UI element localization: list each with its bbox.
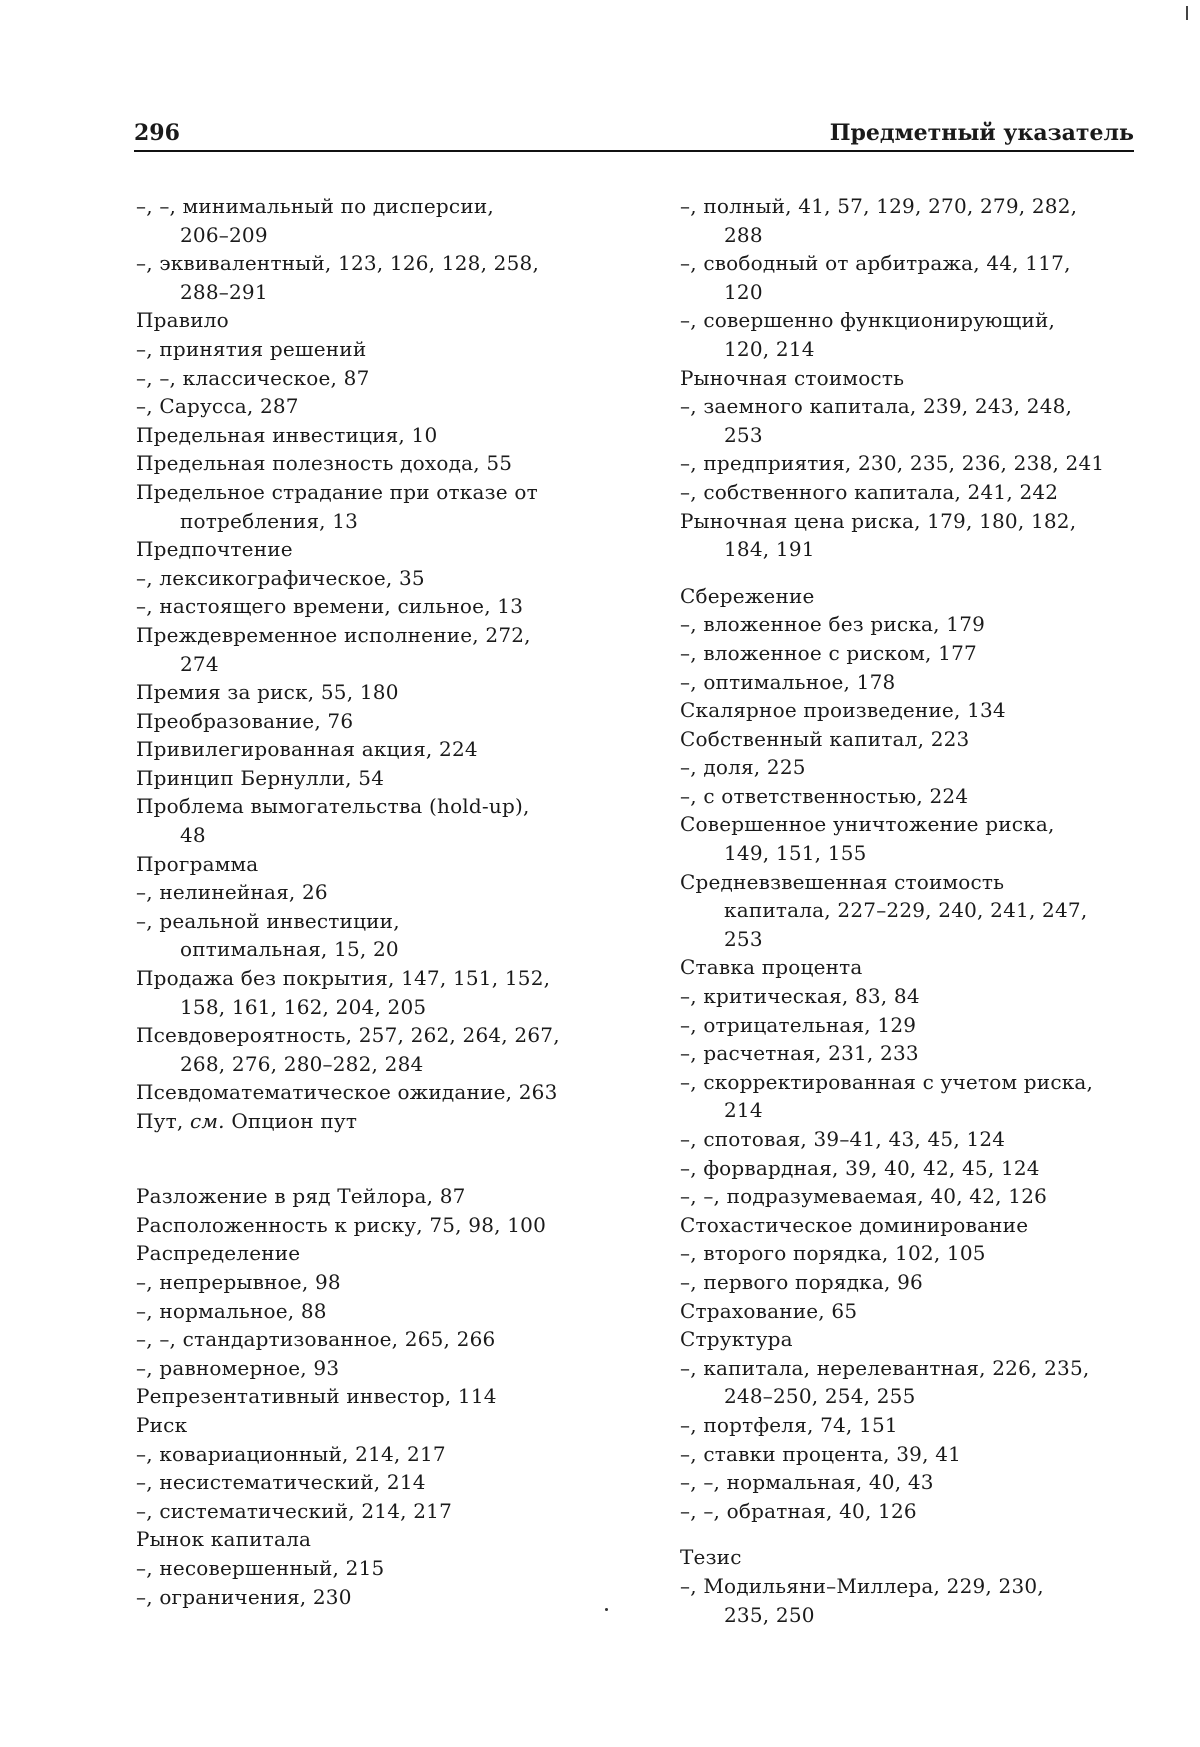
index-heading: Структура xyxy=(680,1327,793,1352)
index-entry: –, форвардная, 39, 40, 42, 45, 124 xyxy=(680,1155,1040,1180)
index-entry: –, несовершенный, 215 xyxy=(136,1555,385,1580)
index-heading: Предельная инвестиция, 10 xyxy=(136,422,438,447)
index-entry-continuation: 235, 250 xyxy=(724,1602,815,1627)
index-entry: –, полный, 41, 57, 129, 270, 279, 282, xyxy=(680,194,1078,218)
index-entry: –, –, нормальная, 40, 43 xyxy=(680,1470,934,1495)
index-heading: Продажа без покрытия, 147, 151, 152, xyxy=(136,966,551,991)
scan-mark xyxy=(1186,6,1188,20)
running-title: Предметный указатель xyxy=(829,120,1134,146)
index-entry: –, вложенное с риском, 177 xyxy=(680,640,977,665)
index-entry: –, спотовая, 39–41, 43, 45, 124 xyxy=(680,1127,1006,1151)
cross-reference: Опцион пут xyxy=(231,1109,358,1133)
index-entry: –, –, обратная, 40, 126 xyxy=(680,1498,917,1523)
index-entry-continuation: капитала, 227–229, 240, 241, 247, xyxy=(724,898,1088,923)
index-entry-continuation: 158, 161, 162, 204, 205 xyxy=(180,994,427,1019)
index-entry-continuation: 120 xyxy=(724,279,763,304)
index-entry: –, ковариационный, 214, 217 xyxy=(136,1441,446,1466)
index-heading: Привилегированная акция, 224 xyxy=(136,737,478,762)
index-entry: –, принятия решений xyxy=(136,336,367,361)
index-entry: –, собственного капитала, 241, 242 xyxy=(680,479,1059,504)
index-heading: Разложение в ряд Тейлора, 87 xyxy=(136,1184,466,1209)
index-heading: Предельная полезность дохода, 55 xyxy=(136,451,513,476)
index-entry: –, систематический, 214, 217 xyxy=(136,1498,453,1523)
index-entry-continuation: оптимальная, 15, 20 xyxy=(180,937,399,962)
index-heading: Страхование, 65 xyxy=(680,1298,858,1323)
index-entry: –, с ответственностью, 224 xyxy=(680,783,969,808)
index-heading: Псевдовероятность, 257, 262, 264, 267, xyxy=(136,1023,560,1048)
index-entry-continuation: 288–291 xyxy=(180,279,268,304)
index-heading xyxy=(136,1107,636,1136)
index-entry: –, настоящего времени, сильное, 13 xyxy=(136,594,524,619)
index-entry-continuation: 184, 191 xyxy=(724,537,815,562)
section-gap xyxy=(680,1525,1150,1543)
index-entry: –, предприятия, 230, 235, 236, 238, 241 xyxy=(680,451,1105,476)
index-entry-continuation: 214 xyxy=(724,1098,763,1123)
scan-dot xyxy=(605,1608,608,1611)
index-entry: –, отрицательная, 129 xyxy=(680,1012,917,1037)
index-heading: Средневзвешенная стоимость xyxy=(680,869,1005,894)
index-heading: Предпочтение xyxy=(136,537,293,562)
index-entry-continuation: 253 xyxy=(724,422,763,447)
index-heading: Распределение xyxy=(136,1241,301,1266)
index-entry-continuation: 48 xyxy=(180,823,206,848)
index-entry-continuation: 268, 276, 280–282, 284 xyxy=(180,1051,424,1076)
index-entry: –, –, минимальный по дисперсии, xyxy=(136,194,494,218)
index-entry: –, критическая, 83, 84 xyxy=(680,984,920,1009)
index-heading: Предельное страдание при отказе от xyxy=(136,479,538,504)
index-entry-continuation: 120, 214 xyxy=(724,336,815,361)
index-entry: –, ограничения, 230 xyxy=(136,1584,352,1609)
index-heading: Преобразование, 76 xyxy=(136,708,354,733)
index-entry: –, лексикографическое, 35 xyxy=(136,565,425,590)
index-entry: –, Сарусса, 287 xyxy=(136,394,299,419)
index-heading: Программа xyxy=(136,851,259,876)
index-entry-continuation: потребления, 13 xyxy=(180,508,359,533)
header-rule xyxy=(134,150,1134,152)
index-entry: –, портфеля, 74, 151 xyxy=(680,1412,898,1437)
section-gap xyxy=(136,1136,636,1165)
index-entry: –, доля, 225 xyxy=(680,755,806,780)
index-term: Пут, xyxy=(136,1109,184,1133)
index-entry: –, непрерывное, 98 xyxy=(136,1269,341,1294)
index-entry: –, равномерное, 93 xyxy=(136,1355,340,1380)
index-heading: Рынок капитала xyxy=(136,1527,312,1552)
index-heading: Риск xyxy=(136,1412,188,1437)
section-gap xyxy=(680,564,1150,582)
index-heading: Проблема вымогательства (hold-up), xyxy=(136,794,530,819)
page-number: 296 xyxy=(134,120,180,146)
index-entry: –, Модильяни–Миллера, 229, 230, xyxy=(680,1573,1044,1598)
index-entry: –, –, стандартизованное, 265, 266 xyxy=(136,1327,496,1352)
index-heading: Рыночная цена риска, 179, 180, 182, xyxy=(680,508,1077,533)
index-entry: –, нелинейная, 26 xyxy=(136,880,328,905)
index-entry: –, заемного капитала, 239, 243, 248, xyxy=(680,394,1073,419)
index-column-left xyxy=(136,192,636,1611)
page-header xyxy=(134,116,1134,152)
index-heading: Сбережение xyxy=(680,583,815,608)
see-reference: см. xyxy=(190,1109,225,1133)
index-heading: Стохастическое доминирование xyxy=(680,1212,1029,1237)
index-entry-continuation: 253 xyxy=(724,926,763,951)
index-entry-continuation: 248–250, 254, 255 xyxy=(724,1384,916,1409)
index-entry: –, второго порядка, 102, 105 xyxy=(680,1241,986,1266)
index-entry: –, несистематический, 214 xyxy=(136,1470,426,1495)
index-entry: –, ставки процента, 39, 41 xyxy=(680,1441,962,1466)
index-entry: –, совершенно функционирующий, xyxy=(680,308,1056,333)
index-entry: –, вложенное без риска, 179 xyxy=(680,612,986,637)
index-heading: Рыночная стоимость xyxy=(680,365,905,390)
index-heading: Премия за риск, 55, 180 xyxy=(136,680,399,705)
index-entry: –, капитала, нерелевантная, 226, 235, xyxy=(680,1355,1090,1380)
index-heading: Правило xyxy=(136,308,229,333)
index-column-right xyxy=(680,192,1150,1629)
index-entry: –, –, подразумеваемая, 40, 42, 126 xyxy=(680,1184,1048,1209)
index-heading: Скалярное произведение, 134 xyxy=(680,698,1006,723)
index-heading: Преждевременное исполнение, 272, xyxy=(136,622,531,647)
section-gap xyxy=(136,1164,636,1182)
index-entry: –, оптимальное, 178 xyxy=(680,669,896,694)
index-heading: Принцип Бернулли, 54 xyxy=(136,765,385,790)
index-entry-continuation: 274 xyxy=(180,651,219,676)
index-entry: –, –, классическое, 87 xyxy=(136,365,370,390)
index-heading: Собственный капитал, 223 xyxy=(680,726,970,751)
index-entry: –, эквивалентный, 123, 126, 128, 258, xyxy=(136,251,540,276)
index-entry-continuation: 288 xyxy=(724,222,763,247)
index-entry: –, нормальное, 88 xyxy=(136,1298,327,1323)
index-entry: –, расчетная, 231, 233 xyxy=(680,1041,919,1066)
index-entry: –, первого порядка, 96 xyxy=(680,1269,923,1294)
index-entry: –, свободный от арбитража, 44, 117, xyxy=(680,251,1071,276)
index-heading: Репрезентативный инвестор, 114 xyxy=(136,1384,497,1409)
index-entry-continuation: 206–209 xyxy=(180,222,268,247)
index-heading: Тезис xyxy=(680,1545,742,1570)
index-entry: –, скорректированная с учетом риска, xyxy=(680,1069,1094,1094)
index-entry: –, реальной инвестиции, xyxy=(136,908,400,933)
index-heading: Ставка процента xyxy=(680,955,863,980)
index-heading: Псевдоматематическое ожидание, 263 xyxy=(136,1080,558,1105)
index-heading: Расположенность к риску, 75, 98, 100 xyxy=(136,1212,547,1237)
index-heading: Совершенное уничтожение риска, xyxy=(680,812,1055,837)
index-entry-continuation: 149, 151, 155 xyxy=(724,841,867,866)
